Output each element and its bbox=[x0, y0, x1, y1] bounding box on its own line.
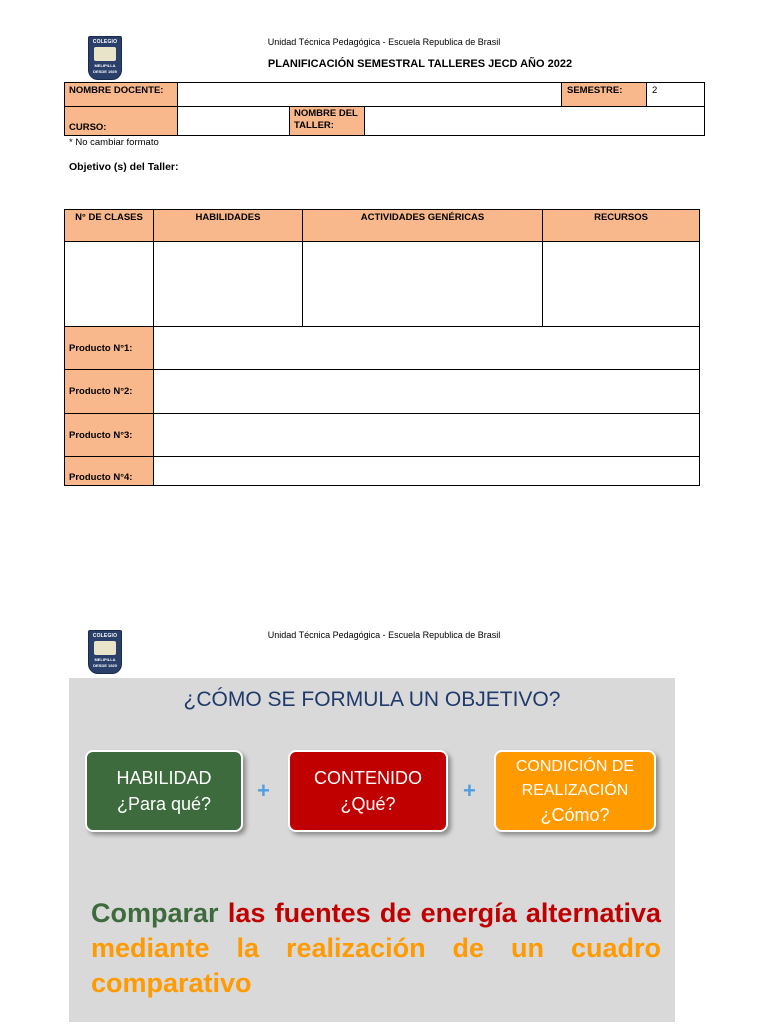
objetivo-label: Objetivo (s) del Taller: bbox=[69, 161, 179, 173]
header-recursos: RECURSOS bbox=[543, 210, 700, 242]
logo-text: MELIPILLA bbox=[94, 657, 116, 662]
page-header: Unidad Técnica Pedagógica - Escuela Republica de Brasil bbox=[267, 630, 501, 640]
docente-field[interactable] bbox=[177, 82, 562, 107]
header-clases: N° DE CLASES bbox=[65, 210, 154, 242]
table-row bbox=[65, 242, 700, 327]
habilidad-box bbox=[85, 750, 243, 832]
docente-label: NOMBRE DOCENTE: bbox=[64, 82, 178, 107]
producto-row bbox=[65, 327, 700, 370]
taller-label bbox=[289, 106, 365, 136]
taller-label-line2: TALLER: bbox=[294, 120, 334, 131]
logo-text: DESDE 1925 bbox=[93, 69, 117, 74]
box-question: ¿Qué? bbox=[340, 794, 396, 814]
header-actividades: ACTIVIDADES GENÉRICAS bbox=[303, 210, 543, 242]
logo-text: COLEGIO bbox=[92, 633, 118, 639]
logo-text: COLEGIO bbox=[92, 39, 118, 45]
page-title: PLANIFICACIÓN SEMESTRAL TALLERES JECD AÑO 2022 bbox=[267, 58, 573, 70]
sentence-habilidad: Comparar bbox=[91, 898, 219, 928]
table-header-row bbox=[65, 210, 700, 242]
semestre-field[interactable]: 2 bbox=[646, 82, 705, 107]
plus-icon: + bbox=[257, 778, 270, 803]
producto-field[interactable] bbox=[154, 327, 700, 370]
page-header: Unidad Técnica Pedagógica - Escuela Republica de Brasil bbox=[267, 37, 501, 47]
taller-label-line1: NOMBRE DEL bbox=[294, 108, 358, 119]
box-title: CONDICIÓN DE bbox=[515, 758, 635, 775]
header-habilidades: HABILIDADES bbox=[154, 210, 303, 242]
cell-clases[interactable] bbox=[65, 242, 154, 327]
producto-field[interactable] bbox=[154, 370, 700, 414]
sentence-condicion: mediante la realización de un cuadro comparativo bbox=[91, 933, 661, 998]
example-objective bbox=[91, 896, 661, 1001]
producto-label: Producto N°2: bbox=[65, 370, 154, 414]
semestre-label: SEMESTRE: bbox=[561, 82, 647, 107]
planning-table bbox=[64, 209, 700, 486]
slide-title: ¿CÓMO SE FORMULA UN OBJETIVO? bbox=[183, 688, 561, 711]
box-title: CONTENIDO bbox=[314, 768, 422, 788]
format-note: * No cambiar formato bbox=[69, 137, 159, 148]
producto-field[interactable] bbox=[154, 414, 700, 457]
producto-label: Producto N°4: bbox=[65, 457, 154, 486]
taller-field[interactable] bbox=[364, 106, 705, 136]
box-title: REALIZACIÓN bbox=[521, 782, 629, 799]
producto-label: Producto N°3: bbox=[65, 414, 154, 457]
box-question: ¿Cómo? bbox=[540, 805, 610, 825]
producto-row bbox=[65, 457, 700, 486]
producto-field[interactable] bbox=[154, 457, 700, 486]
logo-emblem bbox=[94, 641, 116, 655]
condicion-box bbox=[494, 750, 656, 832]
plus-icon: + bbox=[463, 778, 476, 803]
logo-text: DESDE 1925 bbox=[93, 663, 117, 668]
producto-label: Producto N°1: bbox=[65, 327, 154, 370]
curso-label: CURSO: bbox=[64, 106, 178, 136]
producto-row bbox=[65, 370, 700, 414]
curso-field[interactable] bbox=[177, 106, 290, 136]
objective-slide bbox=[69, 678, 675, 1022]
logo-text: MELIPILLA bbox=[94, 63, 116, 68]
cell-recursos[interactable] bbox=[543, 242, 700, 327]
cell-actividades[interactable] bbox=[303, 242, 543, 327]
cell-habilidades[interactable] bbox=[154, 242, 303, 327]
box-question: ¿Para qué? bbox=[116, 794, 212, 814]
box-title: HABILIDAD bbox=[116, 768, 212, 788]
contenido-box bbox=[288, 750, 448, 832]
producto-row bbox=[65, 414, 700, 457]
sentence-contenido: las fuentes de energía alternativa bbox=[227, 898, 661, 928]
